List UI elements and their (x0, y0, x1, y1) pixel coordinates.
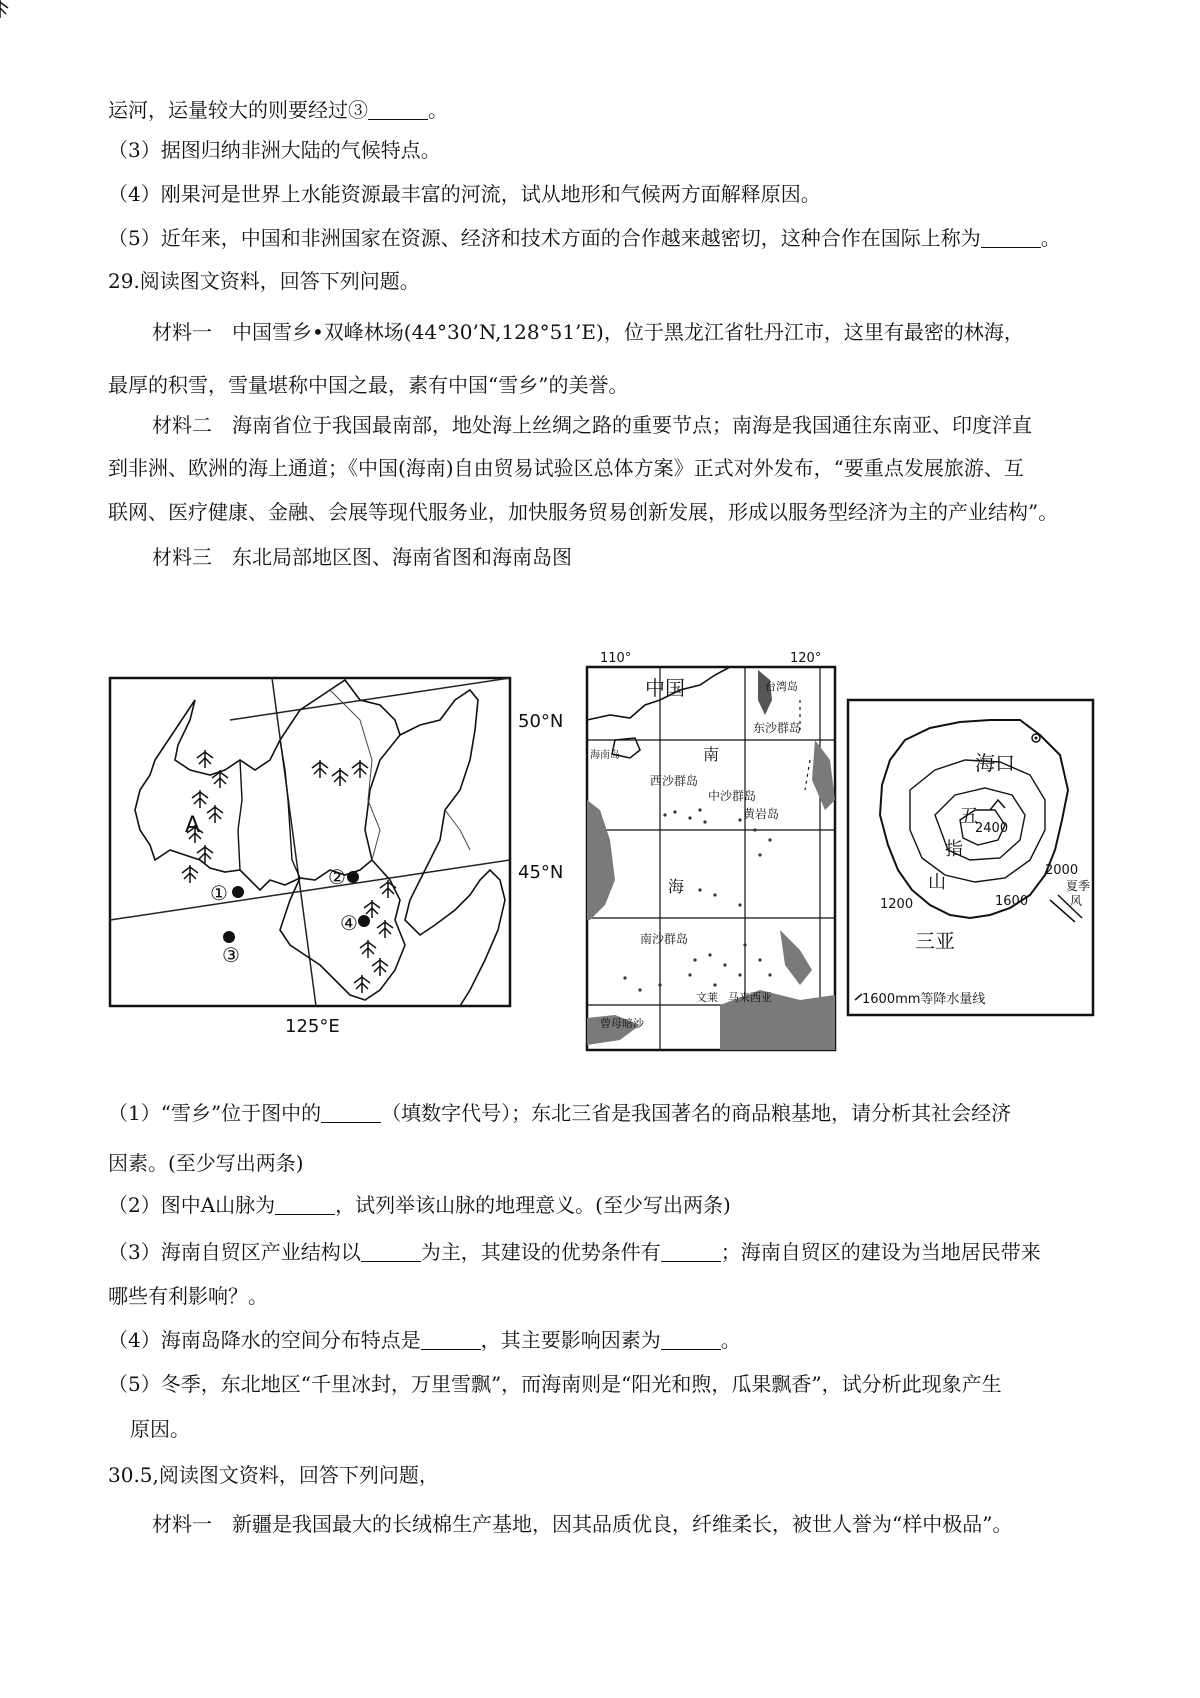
lon-110-label: 110° (600, 651, 632, 666)
question-30-material-1: 材料一 新疆是我国最大的长绒棉生产基地，因其品质优良，纤维柔长，被世人誉为“样中极品”。 (152, 1512, 1013, 1536)
haikou-label: 海口 (975, 751, 1015, 775)
material-2-line-3: 联网、医疗健康、金融、会展等现代服务业，加快服务贸易创新发展，形成以服务型经济为主的产业结构”。 (108, 500, 1059, 524)
question-4: （4）刚果河是世界上水能资源最丰富的河流，试从地形和气候两方面解释原因。 (108, 182, 821, 206)
lat-50-label: 50°N (518, 711, 564, 732)
question-29-title: 29.阅读图文资料，回答下列问题。 (108, 269, 420, 293)
zhongsha-label: 中沙群岛 (708, 789, 757, 803)
answer-blank (321, 1102, 381, 1123)
isohyet-1600: 1600 (995, 894, 1029, 909)
hai-label: 海 (668, 877, 685, 896)
point-1-label: ① (210, 881, 228, 905)
zengmu-label: 曾母暗沙 (600, 1017, 644, 1030)
huangyan-label: 黄岩岛 (743, 807, 780, 821)
wind-label-1: 夏季 (1066, 879, 1091, 893)
south-china-sea-map (587, 651, 835, 1050)
sub-question-5-line-2: 原因。 (130, 1417, 190, 1441)
answer-blank (661, 1329, 721, 1350)
hainan-label: 海南岛 (590, 750, 620, 761)
answer-blank (361, 1241, 421, 1262)
question-3: （3）据图归纳非洲大陆的气候特点。 (108, 138, 441, 162)
xisha-label: 西沙群岛 (650, 774, 699, 788)
lat-45-label: 45°N (518, 862, 564, 883)
nan-label: 南 (703, 745, 720, 764)
material-1-line-2: 最厚的积雪，雪量堪称中国之最，素有中国“雪乡”的美誉。 (108, 373, 629, 397)
material-3: 材料三 东北局部地区图、海南省图和海南岛图 (152, 545, 572, 569)
isohyet-legend: 1600mm等降水量线 (862, 992, 986, 1007)
point-4-label: ④ (340, 911, 358, 935)
china-label: 中国 (645, 676, 685, 700)
question-5: （5）近年来，中国和非洲国家在资源、经济和技术方面的合作越来越密切，这种合作在国际上称为 。 (108, 226, 1061, 250)
sub-question-1-line-1: （1）“雪乡”位于图中的 （填数字代号）；东北三省是我国著名的商品粮基地，请分析其社会经济 (108, 1101, 1012, 1125)
point-3-label: ③ (222, 943, 240, 967)
point-3-dot (223, 931, 235, 943)
sub-question-5-line-1: （5）冬季，东北地区“千里冰封，万里雪飘”，而海南则是“阳光和煦，瓜果飘香”，试分析此现象产生 (108, 1372, 1002, 1396)
question-30-title: 30.5,阅读图文资料，回答下列问题， (108, 1463, 439, 1487)
wuzhishan-wu: 五 (960, 806, 978, 827)
hainan-rainfall-map (848, 700, 1093, 1015)
lon-125-label: 125°E (285, 1016, 340, 1037)
malaysia-label: 马来西亚 (728, 991, 772, 1004)
point-1-dot (232, 886, 244, 898)
sub-question-4: （4）海南岛降水的空间分布特点是 ，其主要影响因素为 。 (108, 1328, 741, 1352)
material-2-line-1: 材料二 海南省位于我国最南部，地处海上丝绸之路的重要节点；南海是我国通往东南亚、印度洋直 (152, 413, 1032, 437)
point-4-dot (358, 915, 370, 927)
isohyet-1200: 1200 (880, 897, 914, 912)
sub-question-3-line-1: （3）海南自贸区产业结构以 为主，其建设的优势条件有 ；海南自贸区的建设为当地居民带来 (108, 1240, 1041, 1264)
wind-label-2: 风 (1070, 894, 1083, 908)
lon-120-label: 120° (790, 651, 822, 666)
sanya-label: 三亚 (915, 929, 955, 953)
sub-question-2: （2）图中A山脉为 ，试列举该山脉的地理意义。(至少写出两条) (108, 1193, 731, 1217)
isohyet-2400: 2400 (975, 821, 1009, 836)
nansha-label: 南沙群岛 (640, 932, 689, 946)
answer-blank (275, 1194, 335, 1215)
wuzhishan-shan: 山 (928, 872, 946, 893)
wenlai-label: 文莱 (696, 991, 718, 1004)
point-2-label: ② (328, 865, 346, 889)
material-1-line-1: 材料一 中国雪乡•双峰林场(44°30’N,128°51’E)，位于黑龙江省牡丹江市，这里有最密的林海， (152, 320, 1024, 344)
wuzhishan-zhi: 指 (945, 839, 963, 860)
sub-question-3-line-2: 哪些有利影响？。 (108, 1284, 268, 1308)
northeast-map (0, 0, 563, 1037)
mountain-a-label: A (185, 813, 201, 838)
isohyet-2000: 2000 (1045, 863, 1079, 878)
point-2-dot (347, 871, 359, 883)
taiwan-label: 台湾岛 (765, 680, 798, 693)
answer-blank (661, 1241, 721, 1262)
text-line: 运河，运量较大的则要经过③ 。 (108, 98, 448, 122)
dongsha-label: 东沙群岛 (753, 721, 802, 735)
answer-blank (421, 1329, 481, 1350)
sub-question-1-line-2: 因素。(至少写出两条) (108, 1151, 304, 1175)
material-2-line-2: 到非洲、欧洲的海上通道；《中国(海南)自由贸易试验区总体方案》正式对外发布，“要重点发展旅游、互 (108, 456, 1024, 480)
